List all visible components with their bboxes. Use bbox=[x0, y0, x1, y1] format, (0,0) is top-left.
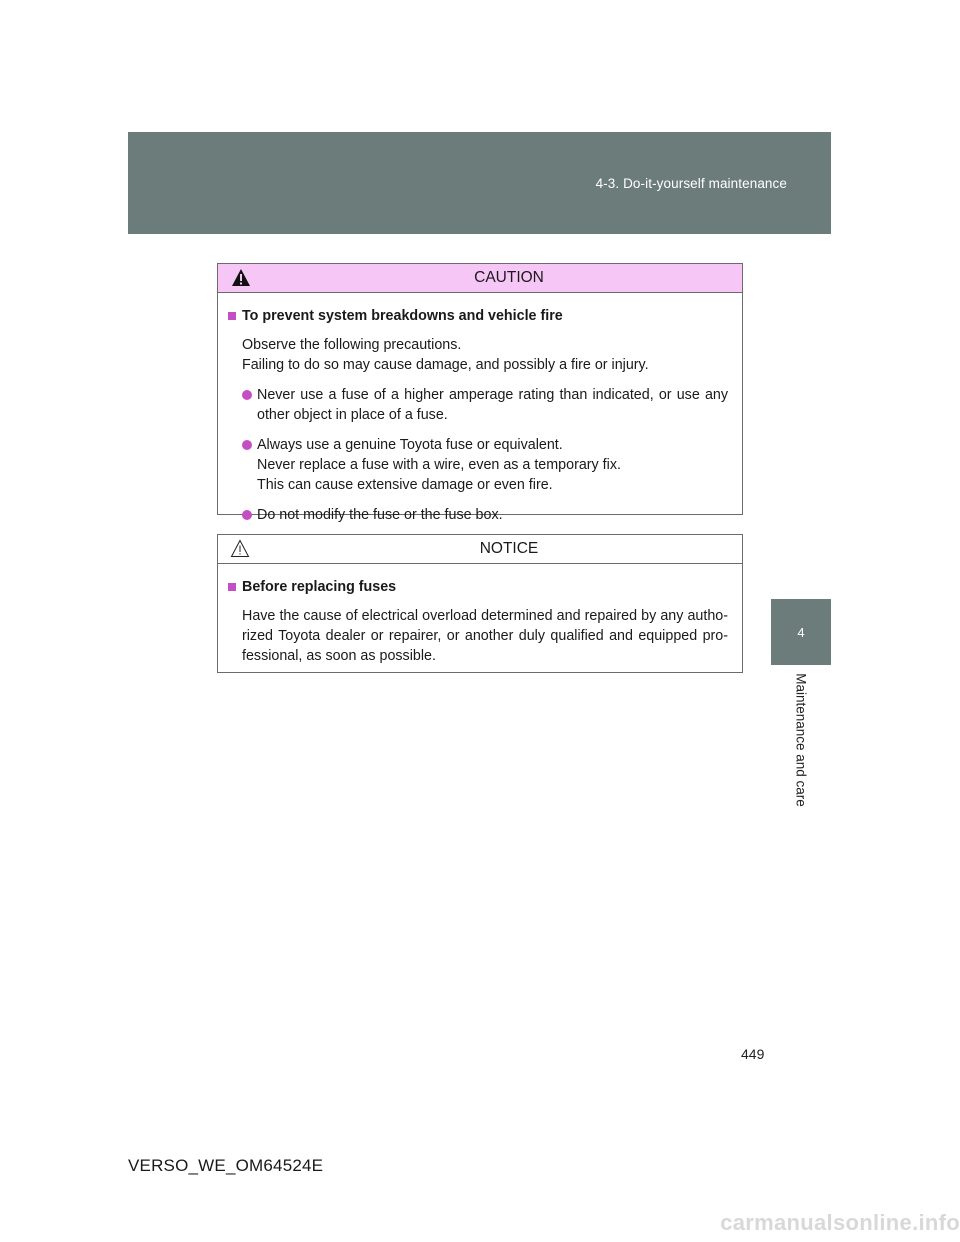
round-bullet-icon bbox=[242, 390, 252, 400]
warning-triangle-outline-icon bbox=[230, 539, 250, 558]
notice-body bbox=[218, 564, 742, 666]
chapter-label: Maintenance and care bbox=[793, 673, 809, 807]
notice-header bbox=[218, 535, 742, 564]
caution-item-title bbox=[226, 306, 728, 326]
watermark: carmanualsonline.info bbox=[720, 1210, 960, 1235]
caution-body bbox=[218, 293, 742, 525]
square-bullet-icon bbox=[228, 312, 236, 320]
bullet-text: Always use a genuine Toyota fuse or equivalent. Never replace a fuse with a wire, even as a temporary fix. This can cause extensive damage or even fire. bbox=[257, 437, 621, 493]
round-bullet-icon bbox=[242, 510, 252, 520]
page-number: 449 bbox=[741, 1046, 765, 1062]
chapter-number: 4 bbox=[797, 624, 805, 640]
notice-item-title bbox=[226, 577, 728, 597]
notice-heading: NOTICE bbox=[479, 540, 539, 557]
caution-header bbox=[218, 264, 742, 293]
list-item bbox=[240, 385, 728, 425]
bullet-text: Never use a fuse of a higher amperage rating than indicated, or use any other object in place of a fuse. bbox=[257, 387, 728, 423]
caution-intro: Observe the following precautions. Failing to do so may cause damage, and possibly a fire or injury. bbox=[242, 337, 649, 373]
caution-bullet-list bbox=[226, 385, 728, 525]
list-item bbox=[240, 435, 728, 495]
header-band bbox=[128, 132, 831, 234]
notice-text: Have the cause of electrical overload determined and repaired by any autho-rized Toyota dealer or repairer, or another duly qualified and equipped pro-fessional, as soon as possible. bbox=[242, 608, 728, 664]
chapter-tab bbox=[771, 599, 831, 665]
document-code: VERSO_WE_OM64524E bbox=[128, 1156, 324, 1175]
notice-item-title-text: Before replacing fuses bbox=[242, 579, 397, 595]
bullet-text: Do not modify the fuse or the fuse box. bbox=[257, 507, 503, 523]
square-bullet-icon bbox=[228, 583, 236, 591]
caution-box bbox=[217, 263, 743, 523]
warning-triangle-icon bbox=[231, 268, 251, 287]
caution-heading: CAUTION bbox=[474, 269, 544, 286]
section-title: 4-3. Do-it-yourself maintenance bbox=[595, 176, 787, 191]
notice-box bbox=[217, 534, 743, 673]
caution-item-title-text: To prevent system breakdowns and vehicle fire bbox=[242, 308, 563, 324]
list-item bbox=[240, 505, 728, 525]
round-bullet-icon bbox=[242, 440, 252, 450]
